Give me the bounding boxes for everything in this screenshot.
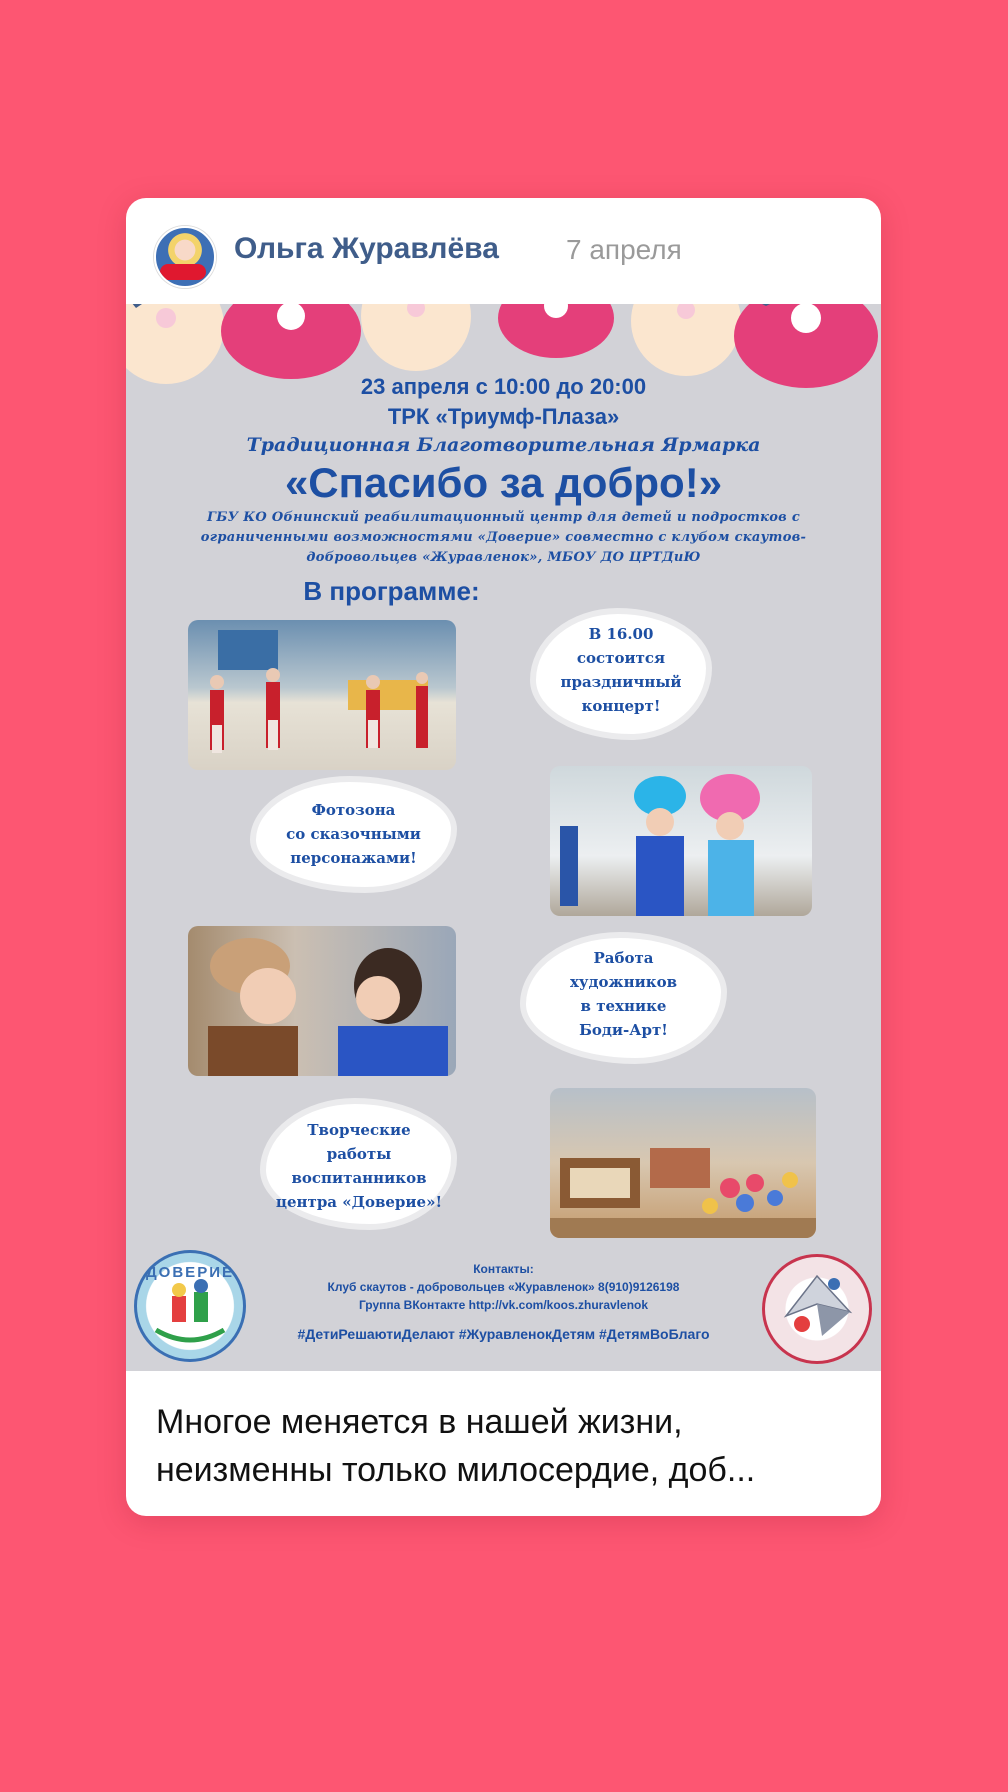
organizer-line-2: ограниченными возможностями «Доверие» совместно с клубом скаутов- [200,530,807,545]
photo-body-art [188,926,456,1076]
organizer-line-3: добровольцев «Журавленок», МБОУ ДО ЦРТДиЮ [306,550,701,565]
logo-fair [762,1254,872,1364]
photo-crafts [550,1088,816,1238]
crafts-line-2: работы [326,1145,392,1163]
concert-line-4: концерт! [581,697,661,715]
crafts-line-3: воспитанников [291,1169,427,1187]
concert-line-2: состоится [576,649,666,667]
contacts-label: Контакты: [473,1262,534,1276]
caption-line-1: Многое меняется в нашей жизни, [156,1403,683,1441]
post-image[interactable] [126,304,881,1371]
photozone-line-2: со сказочными [286,825,421,843]
photozone-line-1: Фотозона [311,801,396,819]
post-date: 7 апреля [566,234,682,265]
organizer-line-1: ГБУ КО Обнинский реабилитационный центр для детей и подростков с [206,510,801,525]
event-venue: ТРК «Триумф-Плаза» [387,404,620,429]
event-title: «Спасибо за добро!» [284,459,723,506]
photo-dancers [188,620,456,770]
post-caption[interactable] [156,1398,856,1494]
photozone-line-3: персонажами! [290,849,417,867]
avatar[interactable] [154,226,216,288]
bodyart-line-4: Боди-Арт! [579,1021,668,1039]
caption-line-2: неизменны только милосердие, доб... [156,1451,756,1489]
photo-characters [550,766,812,916]
event-datetime: 23 апреля с 10:00 до 20:00 [360,374,647,399]
concert-line-3: праздничный [560,673,682,691]
bodyart-line-1: Работа [593,949,654,967]
bodyart-line-2: художников [569,973,678,991]
event-subtitle: Традиционная Благотворительная Ярмарка [246,434,761,456]
crafts-line-1: Творческие [307,1121,411,1139]
crafts-line-4: центра «Доверие»! [275,1193,443,1211]
contacts-line-1: Клуб скаутов - добровольцев «Журавленок» 8(910)9126198 [327,1280,680,1294]
concert-line-1: В 16.00 [588,625,654,643]
post-header [126,198,881,304]
program-heading: В программе: [303,576,480,606]
bodyart-line-3: в технике [580,997,667,1015]
post-card[interactable] [126,198,881,1516]
logo-doverie-text: ДОВЕРИЕ [146,1264,234,1281]
author-name[interactable]: Ольга Журавлёва [234,232,499,265]
hashtags[interactable]: #ДетиРешаютиДелают #ЖуравленокДетям #ДетямВоБлаго [297,1326,710,1342]
contacts-line-2[interactable]: Группа ВКонтакте http://vk.com/koos.zhuravlenok [358,1298,649,1312]
